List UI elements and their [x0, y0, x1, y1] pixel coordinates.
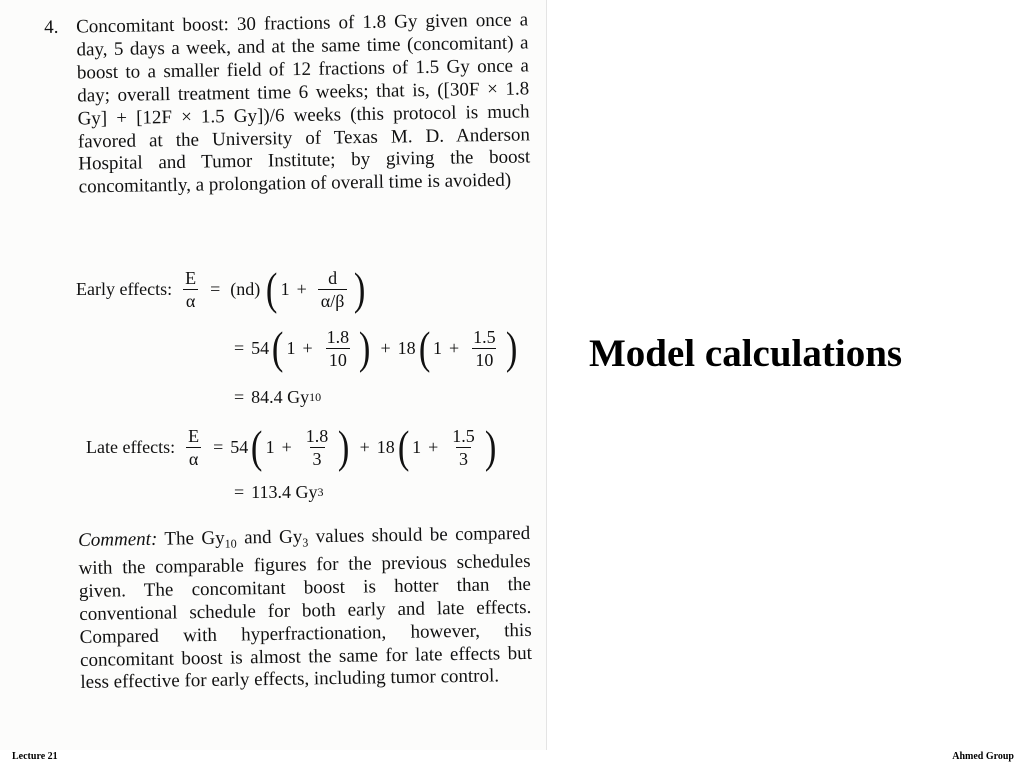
item-text: Concomitant boost: 30 fractions of 1.8 Gy given once a day, 5 days a week, and at the same time (concomitant) a boost to a smaller field of 12 fractions of 1.5 Gy once a day; overall treatment time 6 weeks; that is, ([30F × 1.8 Gy] + [12F × 1.5 Gy])/6 weeks (this protocol is much favored at the University of Texas M. D. Anderson Hospital and Tumor Institute; by giving the boost concomitantly, a prolongation of overall time is avoided) [75, 9, 531, 198]
footer-group-name: Ahmed Group [952, 751, 1014, 762]
boost-dose-fraction: $\frac{1.5}{3}$ [452, 425, 475, 469]
late-effects-equation: Late effects: $\frac{E}{\alpha}$ = 54 ( 1 + $\frac{1.8}{3}$ ) + 18 ( 1 + $\frac{1.5}{3}$ ) [86, 421, 497, 472]
slide-title: Model calculations [589, 332, 903, 375]
e-over-alpha-fraction: $\frac{E}{\alpha}$ [182, 268, 199, 311]
early-effects-label: Early effects: [76, 278, 173, 299]
boost-dose-fraction: $\frac{1.5}{10}$ [473, 326, 496, 370]
early-effects-equation: Early effects: $\frac{E}{\alpha}$ = (nd) ( 1 + $\frac{d}{\alpha/\beta}$ ) [76, 263, 366, 314]
e-over-alpha-fraction: $\frac{E}{\alpha}$ [185, 426, 202, 469]
early-effects-substitution: = 54 ( 1 + $\frac{1.8}{10}$ ) + 18 ( 1 + $\frac{1.5}{10}$ ) [234, 322, 518, 373]
d-over-alpha-beta-fraction: $\frac{d}{\alpha/\beta}$ [318, 268, 348, 311]
dose-fraction: $\frac{1.8}{10}$ [326, 326, 350, 370]
item-number: 4. [44, 16, 59, 38]
early-effects-result: = 84.4 Gy 10 [234, 387, 322, 407]
late-effects-result: = 113.4 Gy 3 [234, 482, 324, 502]
comment-paragraph: Comment: The $Gy_{10}$ and $Gy_3$ values should be compared with the comparable figures for the previous schedules given. The concomitant boost is hotter than the conventional schedule for both early and late effects. Compared with hyperfractionation, however, this concomitant boost is almost the same for late effects but less effective for early effects, including tumor control. [78, 522, 533, 694]
nd-term: (nd) [230, 278, 261, 299]
comment-label: Comment: [78, 528, 158, 551]
late-effects-label: Late effects: [86, 436, 176, 457]
scan-edge-divider [546, 0, 547, 750]
protocol-item-paragraph [44, 9, 531, 200]
dose-fraction: $\frac{1.8}{3}$ [305, 425, 329, 469]
footer-lecture-number: Lecture 21 [12, 751, 58, 762]
